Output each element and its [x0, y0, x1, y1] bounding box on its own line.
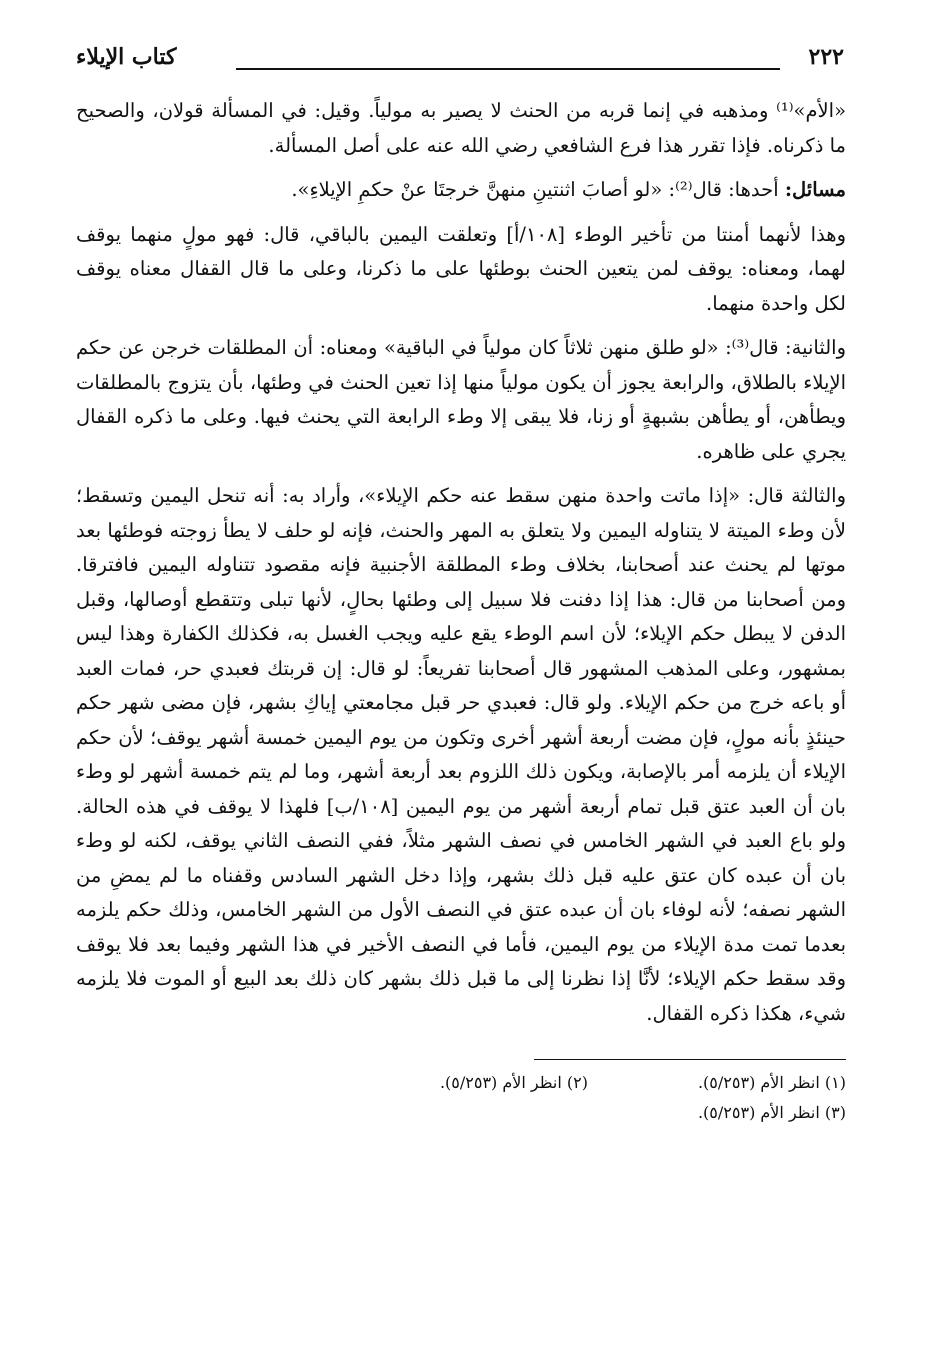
- paragraph-text: والثالثة قال: «إذا ماتت واحدة منهن سقط عنه حكم الإيلاء»، وأراد به: أنه تنحل اليمين وتسقط؛ لأن وطء الميتة لا يتناوله اليمين ولا يتعلق به المهر والحنث، فإنه لو حلف لا يطأ زوجته فوطئها بعد موتها لم يحنث عند أصحابنا، بخلاف وطء المطلقة الأجنبية فإنه مقصود تتناوله اليمين فافترقا. ومن أصحابنا من قال: هذا إذا دفنت فلا سبيل إلى وطئها بحالٍ، لأنها تبلى وتتقطع أوصالها، وقبل الدفن لا يبطل حكم الإيلاء؛ لأن اسم الوطء يقع عليه ويجب الغسل به، فكذلك الكفارة وهذا ليس بمشهور، وعلى المذهب المشهور قال أصحابنا تفريعاً: لو قال: إن قربتك فعبدي حر، فمات العبد أو باعه خرج من حكم الإيلاء. ولو قال: فعبدي حر قبل مجامعتي إياكِ بشهر، فإن مضى شهر حكم حينئذٍ بأنه مولٍ، فإن مضت أربعة أشهر أخرى وتكون من يوم اليمين خمسة أشهر يوقف؛ لأن حكم الإيلاء أن يلزمه أمر بالإصابة، ويكون ذلك اللزوم بعد أربعة أشهر، وما لم يتم خمسة أشهر لو وطء بان أن العبد عتق قبل تمام أربعة أشهر من يوم اليمين [١٠٨/ب] فلهذا لا يوقف في هذه الحالة. ولو باع العبد في الشهر الخامس في نصف الشهر مثلاً، ففي النصف الثاني يوقف، لكنه لو وطء بان أن عبده كان عتق عليه قبل ذلك بشهر، وإذا دخل الشهر السادس وقفناه ما لم يمضِ من الشهر نصفه؛ لأنه لوفاء بان أن عبده عتق في النصف الأول من الشهر الخامس، وذلك حكم يلزمه بعدما تمت مدة الإيلاء من يوم اليمين، فأما في النصف الأخير في هذا الشهر وفيما بعد فلا يوقف وقد سقط حكم الإيلاء؛ لأنَّا إذا نظرنا إلى ما قبل ذلك بشهر كان ذلك بعد البيع أو الموت فلا يلزمه شيء، هكذا ذكره القفال.: [76, 484, 846, 1025]
- running-title: كتاب الإيلاء: [76, 44, 177, 70]
- paragraph-text: والثانية: قال⁽³⁾: «لو طلق منهن ثلاثاً كان مولياً في الباقية» ومعناه: أن المطلقات خرجن عن حكم الإيلاء بالطلاق، والرابعة يجوز أن يكون مولياً منها إذا تعين الحنث في وطئها، بأن يتزوج بالمطلقات ويطأهن، أو يطأهن بشبهةٍ أو زنا، فلا يبقى إلا وطء الرابعة التي يحنث فيها. وعلى ما ذكره القفال يجري على ظاهره.: [76, 336, 846, 463]
- paragraph-text: «الأم»⁽¹⁾ ومذهبه في إنما قربه من الحنث لا يصير به مولياً. وقيل: في المسألة قولان، والصحيح ما ذكرناه. فإذا تقرر هذا فرع الشافعي رضي الله عنه على أصل المسألة.: [76, 99, 846, 157]
- paragraph-2: [76, 173, 846, 208]
- paragraph-5: [76, 479, 846, 1031]
- footnote-2: [440, 1068, 588, 1098]
- page-number: ٢٢٢: [808, 44, 844, 70]
- paragraph-lead: مسائل:: [784, 178, 846, 201]
- paragraph-3: [76, 218, 846, 322]
- footnote-row: [76, 1068, 846, 1098]
- footnote-label: (١): [824, 1073, 846, 1092]
- footnote-text: انظر الأم (٥/٢٥٣).: [697, 1073, 820, 1092]
- paragraph-4: [76, 331, 846, 469]
- footnote-1: [698, 1068, 846, 1098]
- footnote-label: (٣): [824, 1103, 846, 1123]
- paragraph-1: [76, 94, 846, 163]
- paragraph-text: أحدها: قال⁽²⁾: «لو أصابَ اثنتينِ منهنَّ خرجتَا عنْ حكمِ الإيلاءِ».: [291, 178, 779, 201]
- footnote-rule: [534, 1059, 846, 1060]
- footnote-text: انظر الأم (٥/٢٥٣).: [439, 1073, 562, 1092]
- footnote-label: (٢): [566, 1073, 588, 1092]
- document-page: [76, 38, 846, 1129]
- footnote-3: [698, 1098, 846, 1128]
- header-rule: [236, 68, 780, 70]
- footnotes: [76, 1068, 846, 1129]
- footnote-text: انظر الأم (٥/٢٥٣).: [697, 1103, 820, 1123]
- footnote-row: [76, 1098, 846, 1128]
- page-header: [76, 38, 846, 80]
- paragraph-text: وهذا لأنهما أمنتا من تأخير الوطء [١٠٨/أ] وتعلقت اليمين بالباقي، قال: فهو مولٍ منهما يوقف لهما، ومعناه: يوقف لمن يتعين الحنث بوطئها على ما ذكرنا، وعلى ما قال القفال معناه يوقف لكل واحدة منهما.: [76, 222, 847, 315]
